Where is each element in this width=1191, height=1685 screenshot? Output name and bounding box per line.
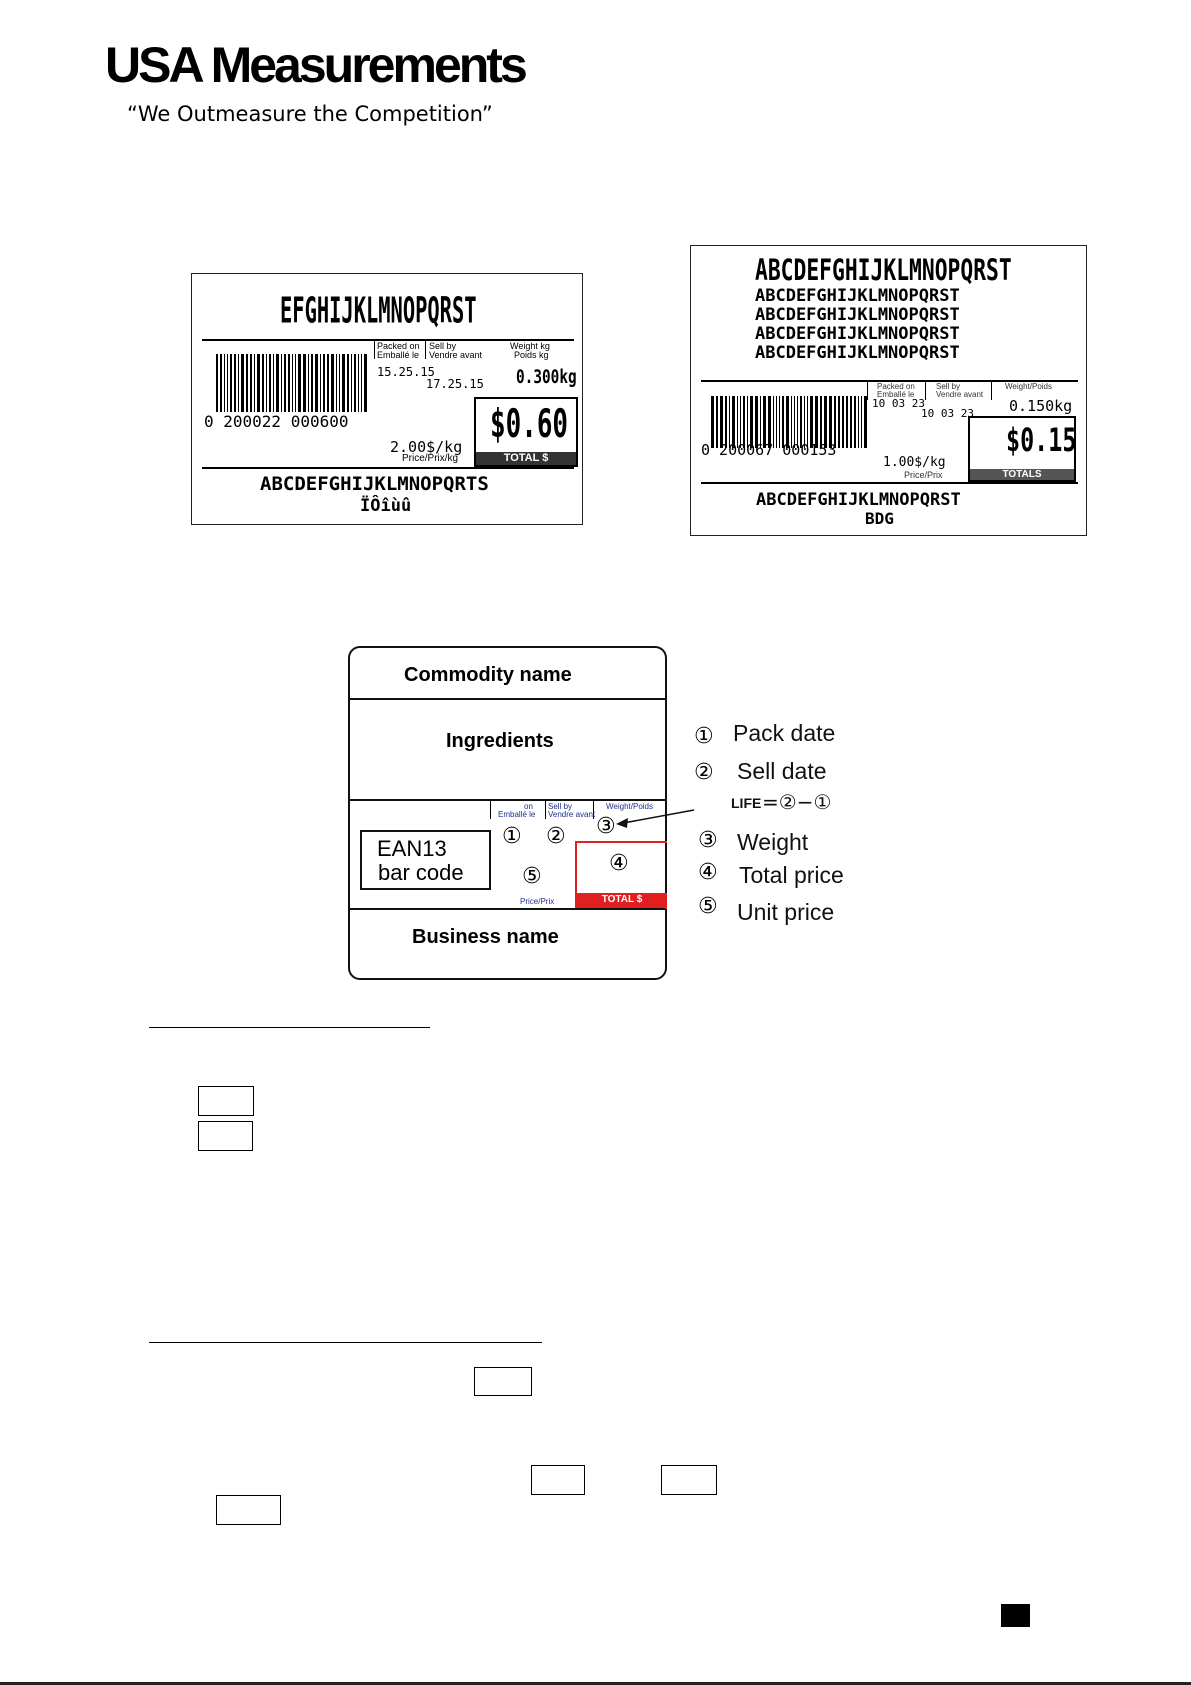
- barcode-bar: [292, 354, 293, 412]
- label2-weight: 0.150kg: [1009, 397, 1073, 415]
- label2-sell-date: 10 03 23: [921, 407, 974, 420]
- label2-pack-date: 10 03 23: [872, 397, 925, 410]
- diagram-price-label: Price/Prix: [520, 897, 555, 906]
- diagram-marker-3: ③: [596, 814, 616, 839]
- label2-line-4: ABCDEFGHIJKLMNOPQRST: [755, 343, 960, 363]
- diagram-commodity-name: Commodity name: [404, 664, 572, 686]
- barcode-bar: [364, 354, 367, 412]
- label2-unit-price-label: Price/Prix: [904, 470, 943, 480]
- barcode-bar: [315, 354, 318, 412]
- barcode-bar: [311, 354, 313, 412]
- label1-sell-by-label: Sell by: [429, 341, 457, 351]
- label2-sell-by-fr: Vendre avant: [936, 390, 984, 399]
- label2-total-box: [968, 416, 1076, 482]
- legend-life-formula: =②−①: [762, 790, 832, 814]
- barcode-bar: [257, 354, 260, 412]
- barcode-bar: [327, 354, 329, 412]
- barcode-bar: [336, 354, 337, 412]
- barcode-bar: [842, 396, 844, 448]
- legend-pack-date: Pack date: [733, 720, 836, 746]
- barcode-bar: [295, 354, 296, 412]
- barcode-bar: [861, 396, 862, 448]
- barcode-bar: [331, 354, 334, 412]
- barcode-bar: [284, 354, 286, 412]
- label1-packed-on-fr: Emballé le: [377, 350, 420, 360]
- diagram-marker-5: ⑤: [522, 864, 542, 889]
- label2-sell-by-label: Sell by: [936, 382, 961, 391]
- legend-life: LIFE: [731, 795, 762, 811]
- barcode-bar: [854, 396, 856, 448]
- barcode-bar: [846, 396, 848, 448]
- diagram-sell-by: Sell by: [548, 802, 573, 811]
- diagram-weight-header: Weight/Poids: [606, 802, 653, 811]
- label2-line-1: ABCDEFGHIJKLMNOPQRST: [755, 286, 960, 306]
- label2-line-2: ABCDEFGHIJKLMNOPQRST: [755, 305, 960, 325]
- diagram-marker-4: ④: [609, 851, 629, 876]
- label1-total-label: TOTAL $: [476, 452, 576, 465]
- barcode-bar: [220, 354, 222, 412]
- label1-unit-price-label: Price/Prix/kg: [402, 453, 459, 464]
- label1-sell-by-fr: Vendre avant: [429, 350, 483, 360]
- legend-marker-4: ④: [698, 860, 718, 885]
- key-box-4: [531, 1465, 585, 1495]
- brand-tagline: “We Outmeasure the Competition”: [127, 102, 493, 126]
- label1-weight-label: Weight kg: [510, 341, 550, 351]
- label2-title: ABCDEFGHIJKLMNOPQRST: [755, 254, 1012, 288]
- label2-total-label: TOTALS: [970, 469, 1074, 480]
- barcode-bar: [320, 354, 321, 412]
- barcode-bar: [864, 396, 867, 448]
- diagram-arrow: [600, 800, 700, 840]
- barcode-bar: [850, 396, 852, 448]
- barcode-bar: [361, 354, 362, 412]
- legend-marker-5: ⑤: [698, 894, 718, 919]
- key-box-1: [198, 1086, 254, 1116]
- diagram-business-name: Business name: [412, 926, 559, 948]
- barcode-bar: [838, 396, 840, 448]
- sample-label-2: [690, 245, 1087, 536]
- barcode-bar: [216, 354, 218, 412]
- barcode-bar: [351, 354, 352, 412]
- barcode-bar: [298, 354, 301, 412]
- label2-unit-price: 1.00$/kg: [883, 455, 946, 470]
- barcode-bar: [262, 354, 264, 412]
- barcode-bar: [288, 354, 290, 412]
- legend-marker-1: ①: [694, 724, 714, 749]
- section-rule-2: [149, 1342, 542, 1343]
- diagram-marker-2: ②: [546, 824, 566, 849]
- label2-line-3: ABCDEFGHIJKLMNOPQRST: [755, 324, 960, 344]
- diagram-total-box: [575, 841, 667, 909]
- key-box-5: [661, 1465, 717, 1495]
- key-box-3: [474, 1367, 532, 1396]
- barcode-bar: [266, 354, 267, 412]
- barcode-bar: [358, 354, 359, 412]
- barcode-bar: [308, 354, 309, 412]
- label1-footer-line1: ABCDEFGHIJKLMNOPQRTS: [260, 473, 489, 495]
- label1-total-price: $0.60: [490, 402, 569, 448]
- barcode-bar: [323, 354, 325, 412]
- label2-packed-on-fr: Emballé le: [877, 390, 915, 399]
- barcode-bar: [246, 354, 248, 412]
- legend-sell-date: Sell date: [737, 758, 827, 784]
- label1-unit-price: 2.00$/kg: [390, 438, 463, 456]
- barcode-bar: [250, 354, 252, 412]
- diagram-barcode-line2: bar code: [378, 860, 464, 885]
- label1-sell-date: 17.25.15: [426, 377, 484, 391]
- barcode-bar: [303, 354, 306, 412]
- label1-title: EFGHIJKLMNOPQRST: [280, 290, 477, 332]
- barcode-bar: [347, 354, 349, 412]
- barcode-bar: [224, 354, 225, 412]
- diagram-barcode-box: [360, 830, 491, 890]
- section-rule-1: [149, 1027, 430, 1028]
- legend-weight: Weight: [737, 829, 809, 855]
- barcode-bar: [241, 354, 244, 412]
- brand-logo: USA Measurements: [105, 37, 525, 93]
- legend-marker-2: ②: [694, 760, 714, 785]
- label2-weight-label: Weight/Poids: [1005, 382, 1052, 391]
- barcode-bar: [238, 354, 239, 412]
- diagram-ingredients: Ingredients: [446, 730, 554, 752]
- diagram-barcode-line1: EAN13: [377, 836, 447, 861]
- key-box-6: [216, 1495, 281, 1525]
- barcode-bar: [281, 354, 282, 412]
- label2-footer-line2: BDG: [865, 509, 894, 528]
- label1-barcode-number: 0 200022 000600: [204, 412, 349, 431]
- legend-unit-price: Unit price: [737, 899, 835, 925]
- barcode-bar: [342, 354, 345, 412]
- diagram-packed-on: on: [524, 802, 533, 811]
- label2-total-price: $0.15: [1006, 422, 1077, 460]
- barcode-bar: [227, 354, 228, 412]
- label2-footer-line1: ABCDEFGHIJKLMNOPQRST: [756, 490, 961, 510]
- label2-packed-on-label: Packed on: [877, 382, 915, 391]
- page-number-block: [1001, 1604, 1030, 1627]
- diagram-packed-on-fr: Emballé le: [498, 810, 536, 819]
- barcode-bar: [254, 354, 255, 412]
- barcode-bar: [339, 354, 340, 412]
- diagram-total-label: TOTAL $: [577, 893, 667, 907]
- label1-pack-date: 15.25.15: [377, 365, 435, 379]
- label2-barcode-number: 0 200067 000153: [701, 441, 837, 459]
- barcode-bar: [230, 354, 232, 412]
- label1-weight: 0.300kg: [516, 366, 577, 389]
- label1-footer-line2: ÏÔîùû: [360, 496, 412, 516]
- barcode-bar: [269, 354, 271, 412]
- legend-total-price: Total price: [739, 862, 844, 888]
- barcode-bar: [858, 396, 859, 448]
- label1-packed-on-label: Packed on: [377, 341, 420, 351]
- barcode-bar: [354, 354, 356, 412]
- barcode-bar: [273, 354, 274, 412]
- key-box-2: [198, 1121, 253, 1151]
- label1-barcode: [216, 354, 369, 412]
- barcode-bar: [234, 354, 236, 412]
- sample-label-1: [191, 273, 583, 525]
- barcode-bar: [276, 354, 279, 412]
- diagram-marker-1: ①: [502, 824, 522, 849]
- label1-total-box: [474, 397, 578, 467]
- legend-marker-3: ③: [698, 828, 718, 853]
- diagram-sell-by-fr: Vendre avant: [548, 810, 596, 819]
- label1-weight-fr: Poids kg: [514, 350, 549, 360]
